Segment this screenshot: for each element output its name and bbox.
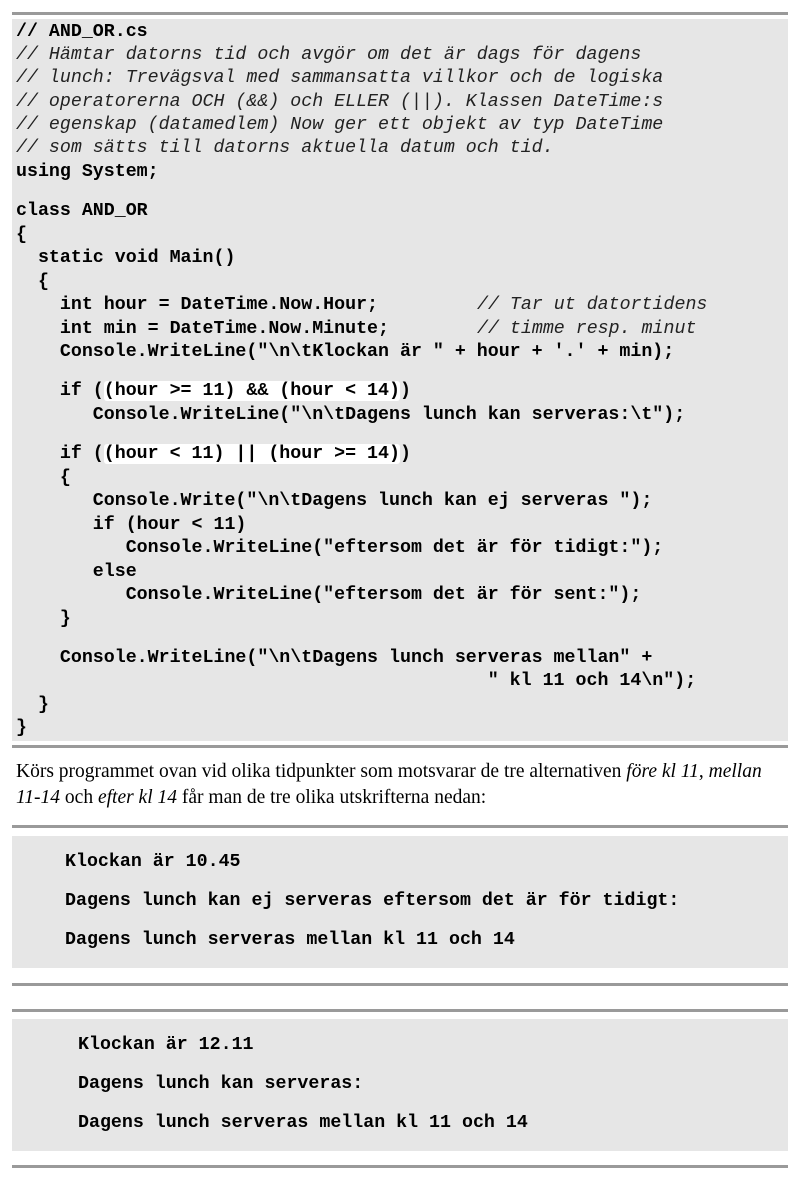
if-and-statement xyxy=(16,381,411,401)
writeline-sent: Console.WriteLine("eftersom det är för sent:"); xyxy=(16,585,642,605)
header-comment-line: // Hämtar datorns tid och avgör om det är dags för dagens xyxy=(16,45,642,65)
hour-comment: // Tar ut datortidens xyxy=(477,295,708,315)
main-close-brace: } xyxy=(16,695,49,715)
filename-comment: // AND_OR.cs xyxy=(16,22,148,42)
output2-status-line: Dagens lunch kan serveras: xyxy=(78,1074,364,1094)
header-comment-line: // som sätts till datorns aktuella datum och tid. xyxy=(16,138,554,158)
emphasis-efter: efter kl 14 xyxy=(97,787,178,808)
top-rule xyxy=(12,12,788,15)
output1-status-line: Dagens lunch kan ej serveras eftersom det är för tidigt: xyxy=(65,891,680,911)
code-bottom-rule xyxy=(12,745,788,748)
if-and-body: Console.WriteLine("\n\tDagens lunch kan serveras:\t"); xyxy=(16,405,686,425)
writeline-mellan-2: " kl 11 och 14\n"); xyxy=(16,671,697,691)
header-comment-line: // lunch: Trevägsval med sammansatta villkor och de logiska xyxy=(16,68,664,88)
if-keyword: if ( xyxy=(16,444,104,464)
if-or-open-brace: { xyxy=(16,468,71,488)
or-condition-highlight: (hour < 11) || (hour >= 14) xyxy=(103,444,400,464)
if-or-close-brace: } xyxy=(16,609,71,629)
output2-bottom-rule xyxy=(12,1165,788,1168)
header-comment-line: // egenskap (datamedlem) Now ger ett objekt av typ DateTime xyxy=(16,115,664,135)
emphasis-fore: före kl 11 xyxy=(626,761,699,782)
hour-declaration: int hour = DateTime.Now.Hour; xyxy=(16,295,379,315)
main-declaration: static void Main() xyxy=(16,248,236,268)
output1-clock-line: Klockan är 10.45 xyxy=(65,852,241,872)
and-condition-highlight: (hour >= 11) && (hour < 14) xyxy=(103,381,400,401)
else-keyword: else xyxy=(16,562,137,582)
if-or-statement xyxy=(16,444,411,464)
header-comment-line: // operatorerna OCH (&&) och ELLER (||). Klassen DateTime:s xyxy=(16,92,664,112)
write-ej-serveras: Console.Write("\n\tDagens lunch kan ej serveras "); xyxy=(16,491,653,511)
class-close-brace: } xyxy=(16,718,27,738)
explanation-paragraph: Körs programmet ovan vid olika tidpunkter som motsvarar de tre alternativen före kl 11, mellan 11-14 och efter kl 14 får man de tre olika utskrifterna nedan: xyxy=(16,761,762,808)
if-hour-lt-11: if (hour < 11) xyxy=(16,515,247,535)
writeline-clock: Console.WriteLine("\n\tKlockan är " + hour + '.' + min); xyxy=(16,342,675,362)
if-close-paren: ) xyxy=(399,381,411,401)
if-close-paren: ) xyxy=(399,444,411,464)
output1-serving-line: Dagens lunch serveras mellan kl 11 och 14 xyxy=(65,930,515,950)
output1-bottom-rule xyxy=(12,983,788,986)
writeline-mellan-1: Console.WriteLine("\n\tDagens lunch serveras mellan" + xyxy=(16,648,653,668)
class-declaration: class AND_OR xyxy=(16,201,148,221)
if-keyword: if ( xyxy=(16,381,104,401)
output1-top-rule xyxy=(12,825,788,828)
emphasis-mellan: mellan 11-14 xyxy=(16,761,762,808)
output2-serving-line: Dagens lunch serveras mellan kl 11 och 14 xyxy=(78,1113,528,1133)
writeline-tidigt: Console.WriteLine("eftersom det är för tidigt:"); xyxy=(16,538,664,558)
main-open-brace: { xyxy=(16,272,49,292)
output2-top-rule xyxy=(12,1009,788,1012)
using-directive: using System; xyxy=(16,162,159,182)
min-comment: // timme resp. minut xyxy=(477,319,697,339)
min-declaration: int min = DateTime.Now.Minute; xyxy=(16,319,389,339)
class-open-brace: { xyxy=(16,225,27,245)
output2-clock-line: Klockan är 12.11 xyxy=(78,1035,254,1055)
